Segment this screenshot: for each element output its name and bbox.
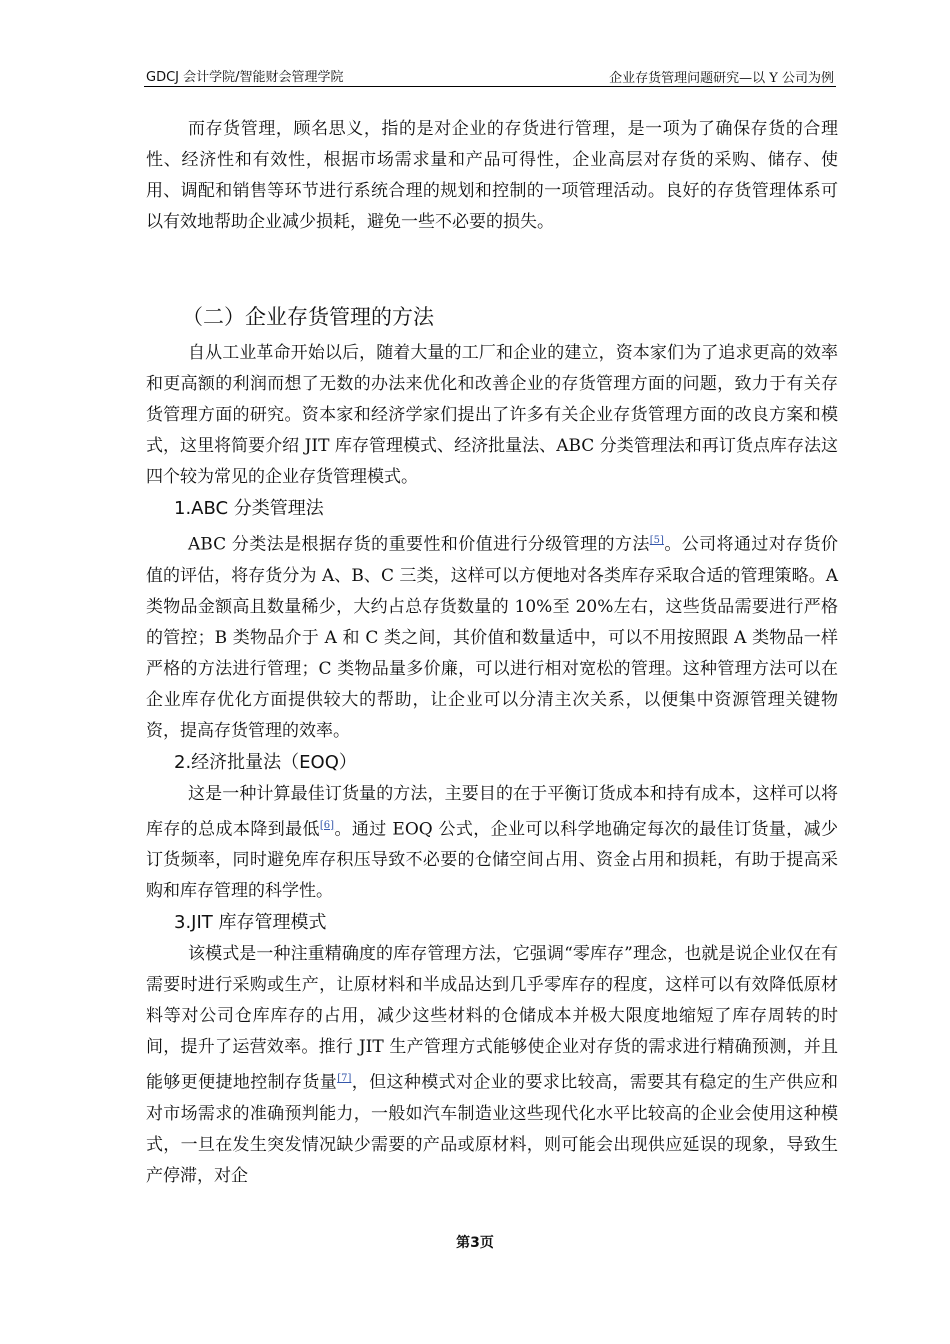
section-heading-methods: （二）企业存货管理的方法	[182, 305, 434, 329]
subheading-jit: 3.JIT 库存管理模式	[174, 912, 327, 934]
methods-intro-paragraph: 自从工业革命开始以后，随着大量的工厂和企业的建立，资本家们为了追求更高的效率和更高额的利润而想了无数的办法来优化和改善企业的存货管理方面的问题，致力于有关存货管理方面的研究。资本家和经济学家们提出了许多有关企业存货管理方面的改良方案和模式，这里将简要介绍 JIT 库存管理模式、经济批量法、ABC 分类管理法和再订货点库存法这四个较为常见的企业存货管理模式。	[146, 343, 838, 487]
page-number: 第3页	[456, 1235, 494, 1251]
eoq-text-b: 。通过 EOQ 公式，企业可以科学地确定每次的最佳订货量，减少订货频率，同时避免库存积压导致不必要的仓储空间占用、资金占用和损耗，有助于提高采购和库存管理的科学性。	[146, 819, 839, 902]
header-left-text: GDCJ 会计学院/智能财会管理学院	[146, 70, 344, 85]
subheading-abc: 1.ABC 分类管理法	[174, 498, 324, 519]
eoq-paragraph	[146, 779, 838, 908]
intro-paragraph: 而存货管理，顾名思义，指的是对企业的存货进行管理，是一项为了确保存货的合理性、经济性和有效性，根据市场需求量和产品可得性，企业高层对存货的采购、储存、使用、调配和销售等环节进行系统合理的规划和控制的一项管理活动。良好的存货管理体系可以有效地帮助企业减少损耗，避免一些不必要的损失。	[146, 119, 838, 232]
abc-text-a: ABC 分类法是根据存货的重要性和价值进行分级管理的方法	[188, 534, 650, 555]
citation-link[interactable]: [5]	[649, 535, 664, 546]
abc-text-b: 。公司将通过对存货价值的评估，将存货分为 A、B、C 三类，这样可以方便地对各类库存采取合适的管理策略。A 类物品金额高且数量稀少，大约占总存货数量的 10%至 20%左右，这些货品需要进行严格的管控；B 类物品介于 A 和 C 类之间，其价值和数量适中，可以不用按照跟 A 类物品一样严格的方法进行管理；C 类物品量多价廉，可以进行相对宽松的管理。这种管理方法可以在企业库存优化方面提供较大的帮助，让企业可以分清主次关系，以便集中资源管理关键物资，提高存货管理的效率。	[146, 534, 838, 741]
header-divider	[144, 86, 836, 87]
subheading-eoq: 2.经济批量法（EOQ）	[174, 751, 357, 773]
jit-paragraph	[146, 939, 838, 1192]
page-body	[146, 114, 838, 1192]
citation-link[interactable]: [6]	[319, 819, 335, 831]
header-right-text: 企业存货管理问题研究—以 Y 公司为例	[609, 71, 834, 86]
citation-link[interactable]: [7]	[337, 1073, 352, 1085]
abc-paragraph	[146, 525, 838, 747]
eoq-text-a: 这是一种计算最佳订货量的方法，主要目的在于平衡订货成本和持有成本，这样可以将库存的总成本降到最低	[146, 783, 838, 840]
jit-text-a: 该模式是一种注重精确度的库存管理方法，它强调“零库存”理念，也就是说企业仅在有需要时进行采购或生产，让原材料和半成品达到几乎零库存的程度，这样可以有效降低原材料等对公司仓库库存的占用，减少这些材料的仓储成本并极大限度地缩短了库存周转的时间，提升了运营效率。推行 JIT 生产管理方式能够使企业对存货的需求进行精确预测，并且能够更便捷地控制存货量	[146, 944, 838, 1093]
jit-text-b: ，但这种模式对企业的要求比较高，需要其有稳定的生产供应和对市场需求的准确预判能力，一般如汽车制造业这些现代化水平比较高的企业会使用这种模式，一旦在发生突发情况缺少需要的产品或原材料，则可能会出现供应延误的现象，导致生产停滞，对企	[146, 1072, 839, 1186]
